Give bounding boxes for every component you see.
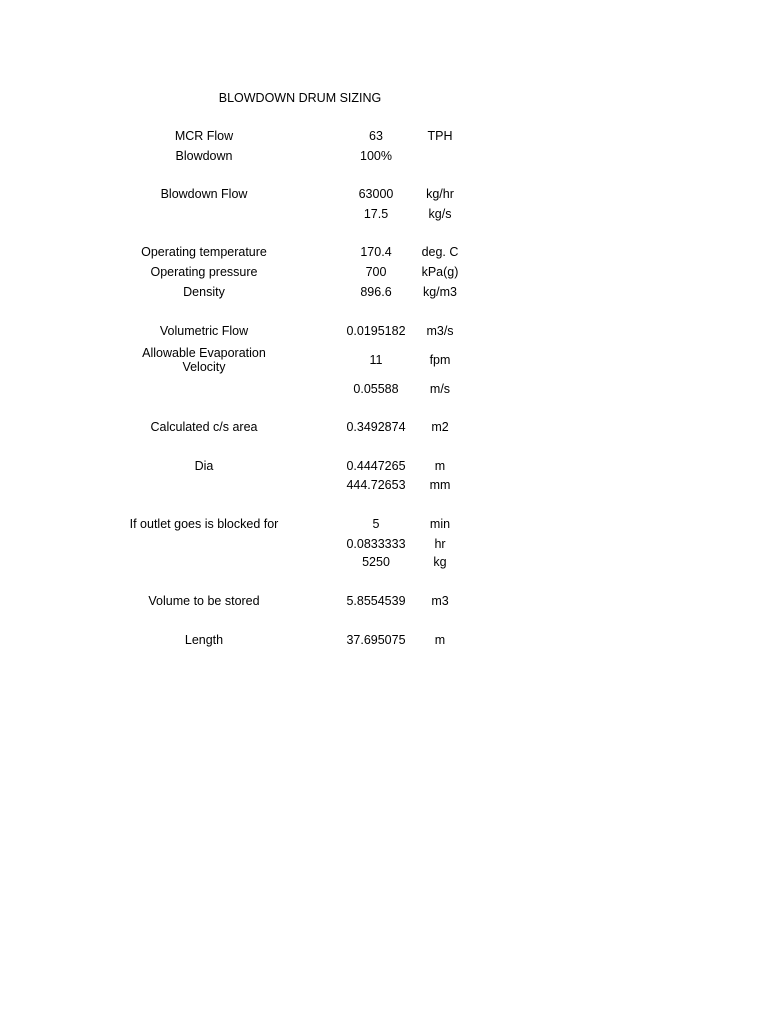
row-value: 63000: [358, 187, 394, 201]
row-unit: m2: [431, 420, 449, 434]
row-value: 700: [365, 265, 387, 279]
row-unit: kg/hr: [426, 187, 454, 201]
row-value: 0.0195182: [346, 324, 406, 338]
row-label: MCR Flow: [174, 129, 234, 143]
row-label: Density: [183, 285, 225, 299]
row-unit: fpm: [429, 353, 451, 367]
row-label: Blowdown Flow: [160, 187, 248, 201]
row-label: Allowable Evaporation Velocity: [142, 346, 266, 374]
row-value: 0.3492874: [346, 420, 406, 434]
row-value: 5250: [362, 555, 390, 569]
row-label: If outlet goes is blocked for: [129, 517, 279, 531]
sheet-title: BLOWDOWN DRUM SIZING: [218, 91, 382, 105]
row-unit: m3: [431, 594, 449, 608]
row-unit: hr: [434, 537, 446, 551]
row-unit: kg/m3: [422, 285, 458, 299]
row-unit: m/s: [429, 382, 451, 396]
row-value: 0.0833333: [346, 537, 406, 551]
row-unit: mm: [429, 478, 451, 492]
row-unit: kg: [433, 555, 447, 569]
row-value: 11: [369, 353, 383, 367]
row-value: 37.695075: [346, 633, 406, 647]
row-value: 5.8554539: [346, 594, 406, 608]
row-label: Calculated c/s area: [150, 420, 258, 434]
row-unit: m3/s: [426, 324, 454, 338]
row-label: Dia: [194, 459, 214, 473]
row-value: 0.05588: [353, 382, 399, 396]
row-value: 896.6: [360, 285, 392, 299]
row-value: 100%: [360, 149, 392, 163]
row-value: 0.4447265: [346, 459, 406, 473]
row-value: 17.5: [363, 207, 389, 221]
row-unit: TPH: [427, 129, 453, 143]
row-label: Operating pressure: [150, 265, 258, 279]
row-value: 170.4: [360, 245, 392, 259]
row-unit: m: [434, 633, 446, 647]
row-value: 63: [369, 129, 383, 143]
row-value: 5: [372, 517, 380, 531]
row-unit: kg/s: [428, 207, 452, 221]
row-value: 444.72653: [346, 478, 406, 492]
row-unit: min: [429, 517, 451, 531]
row-label: Length: [184, 633, 224, 647]
row-label: Blowdown: [175, 149, 233, 163]
row-label: Volumetric Flow: [159, 324, 249, 338]
row-label: Volume to be stored: [148, 594, 260, 608]
row-label: Operating temperature: [141, 245, 267, 259]
row-unit: deg. C: [421, 245, 459, 259]
row-unit: m: [434, 459, 446, 473]
row-unit: kPa(g): [421, 265, 459, 279]
